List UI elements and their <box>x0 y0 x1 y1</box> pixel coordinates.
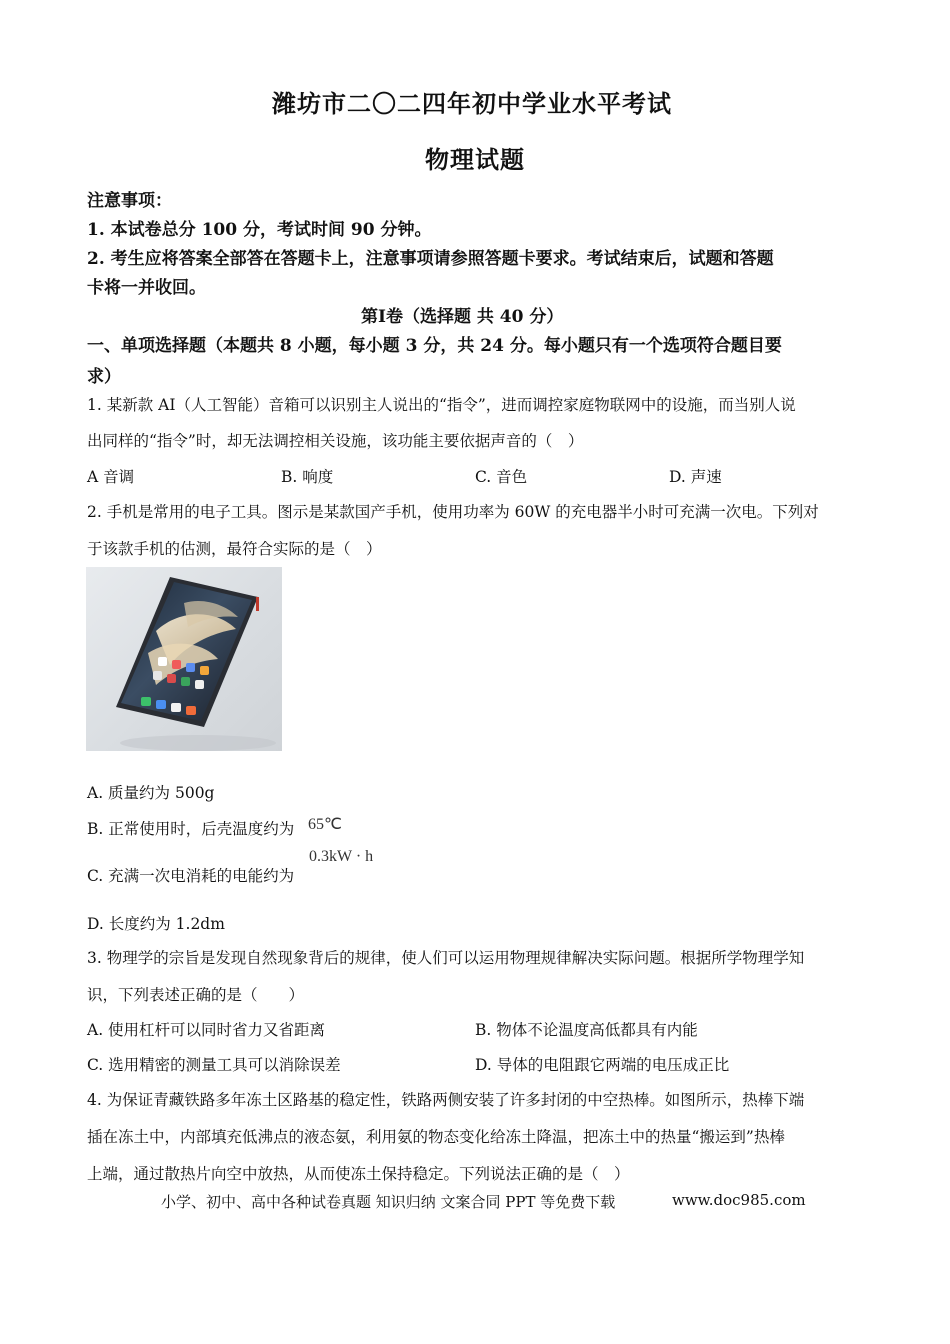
q3-option-a: A. 使用杠杆可以同时省力又省距离 <box>87 1021 326 1039</box>
footer-url[interactable]: www.doc985.com <box>672 1191 806 1209</box>
part1-heading-line2: 求） <box>87 367 121 387</box>
q3-option-d: D. 导体的电阻跟它两端的电压成正比 <box>475 1056 730 1074</box>
q2-option-d: D. 长度约为 1.2dm <box>87 915 225 933</box>
q2-option-b: B. 正常使用时，后壳温度约为 <box>87 820 295 838</box>
q2-option-a: A. 质量约为 500g <box>87 784 215 802</box>
q4-stem-line3: 上端，通过散热片向空中放热，从而使冻土保持稳定。下列说法正确的是（ ） <box>87 1165 630 1183</box>
q3-option-b: B. 物体不论温度高低都具有内能 <box>475 1021 698 1039</box>
notes-item-2-line1: 2. 考生应将答案全部答在答题卡上，注意事项请参照答题卡要求。考试结束后，试题和答题 <box>87 249 774 269</box>
q3-option-c: C. 选用精密的测量工具可以消除误差 <box>87 1056 341 1074</box>
part1-heading-line1: 一、单项选择题（本题共 8 小题，每小题 3 分，共 24 分。每小题只有一个选项符合题目要 <box>87 336 782 356</box>
section-title: 第Ⅰ卷（选择题 共 40 分） <box>361 307 564 327</box>
notes-item-2-line2: 卡将一并收回。 <box>87 278 206 298</box>
q1-stem-line2: 出同样的“指令”时，却无法调控相关设施，该功能主要依据声音的（ ） <box>87 432 584 450</box>
q2-stem-line2: 于该款手机的估测，最符合实际的是（ ） <box>87 540 382 558</box>
notes-item-1: 1. 本试卷总分 100 分，考试时间 90 分钟。 <box>87 220 432 240</box>
exam-subtitle: 物理试题 <box>425 145 525 174</box>
q2-stem-line1: 2. 手机是常用的电子工具。图示是某款国产手机，使用功率为 60W 的充电器半小时可充满一次电。下列对 <box>87 503 819 521</box>
footer-text: 小学、初中、高中各种试卷真题 知识归纳 文案合同 PPT 等免费下载 <box>161 1193 616 1211</box>
phone-photo <box>86 567 282 751</box>
q1-option-c: C. 音色 <box>475 468 528 486</box>
q1-option-a: A 音调 <box>87 468 135 486</box>
q3-stem-line1: 3. 物理学的宗旨是发现自然现象背后的规律，使人们可以运用物理规律解决实际问题。根据所学物理学知 <box>87 949 805 967</box>
q2-option-c: C. 充满一次电消耗的电能约为 <box>87 867 295 885</box>
q1-option-b: B. 响度 <box>281 468 334 486</box>
q4-stem-line1: 4. 为保证青藏铁路多年冻土区路基的稳定性，铁路两侧安装了许多封闭的中空热棒。如图所示，热棒下端 <box>87 1091 805 1109</box>
q1-stem-line1: 1. 某新款 AI（人工智能）音箱可以识别主人说出的“指令”，进而调控家庭物联网中的设施，而当别人说 <box>87 396 796 414</box>
q4-stem-line2: 插在冻土中，内部填充低沸点的液态氨，利用氨的物态变化给冻土降温，把冻土中的热量“搬运到”热棒 <box>87 1128 785 1146</box>
q3-stem-line2: 识，下列表述正确的是（ ） <box>87 986 305 1004</box>
q2-option-c-value: 0.3kW · h <box>309 848 374 865</box>
q1-option-d: D. 声速 <box>669 468 722 486</box>
exam-title: 潍坊市二〇二四年初中学业水平考试 <box>272 89 672 118</box>
notes-heading: 注意事项： <box>87 191 172 211</box>
q2-option-b-value: 65℃ <box>308 816 342 833</box>
